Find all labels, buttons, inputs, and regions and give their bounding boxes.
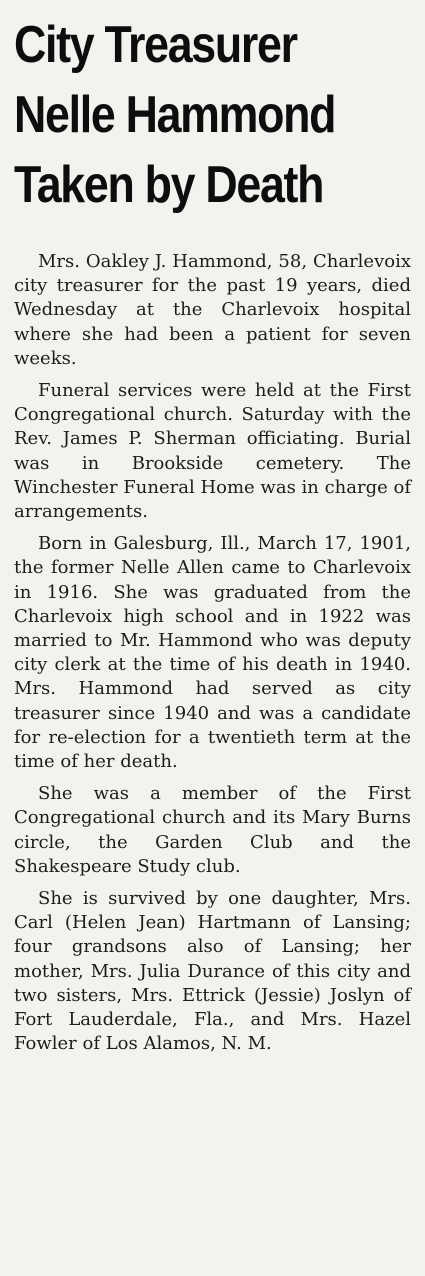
headline — [14, 10, 410, 220]
paragraph-memberships: She was a member of the First Congregational church and its Mary Burns circle, the Garden Club and the Shakespeare Study club. — [14, 783, 411, 877]
headline-line-2: Nelle Hammond — [14, 86, 336, 144]
headline-line-1: City Treasurer — [14, 16, 297, 74]
paragraph-funeral-services: Funeral services were held at the First Congregational church. Saturday with the Rev. James P. Sherman officiating. Burial was in Brookside cemetery. The Winchester Funeral Home was in charge of arrangements. — [14, 380, 412, 523]
paragraph-biography: Born in Galesburg, Ill., March 17, 1901, the former Nelle Allen came to Charlevoix in 1916. She was graduated from the Charlevoix high school and in 1922 was married to Mr. Hammond who was deputy city clerk at the time of his death in 1940. Mrs. Hammond had served as city treasurer since 1940 and was a candidate for re-election for a twentieth term at the time of her death. — [14, 533, 411, 773]
paragraph-survivors: She is survived by one daughter, Mrs. Carl (Helen Jean) Hartmann of Lansing; four grandsons also of Lansing; her mother, Mrs. Julia Durance of this city and two sisters, Mrs. Ettrick (Jessie) Joslyn of Fort Lauderdale, Fla., and Mrs. Hazel Fowler of Los Alamos, N. M. — [14, 888, 411, 1055]
paragraph-death-notice: Mrs. Oakley J. Hammond, 58, Charlevoix city treasurer for the past 19 years, died Wednesday at the Charlevoix hospital where she had been a patient for seven weeks. — [14, 251, 411, 369]
headline-line-3: Taken by Death — [14, 156, 324, 214]
article-body — [14, 250, 411, 1057]
